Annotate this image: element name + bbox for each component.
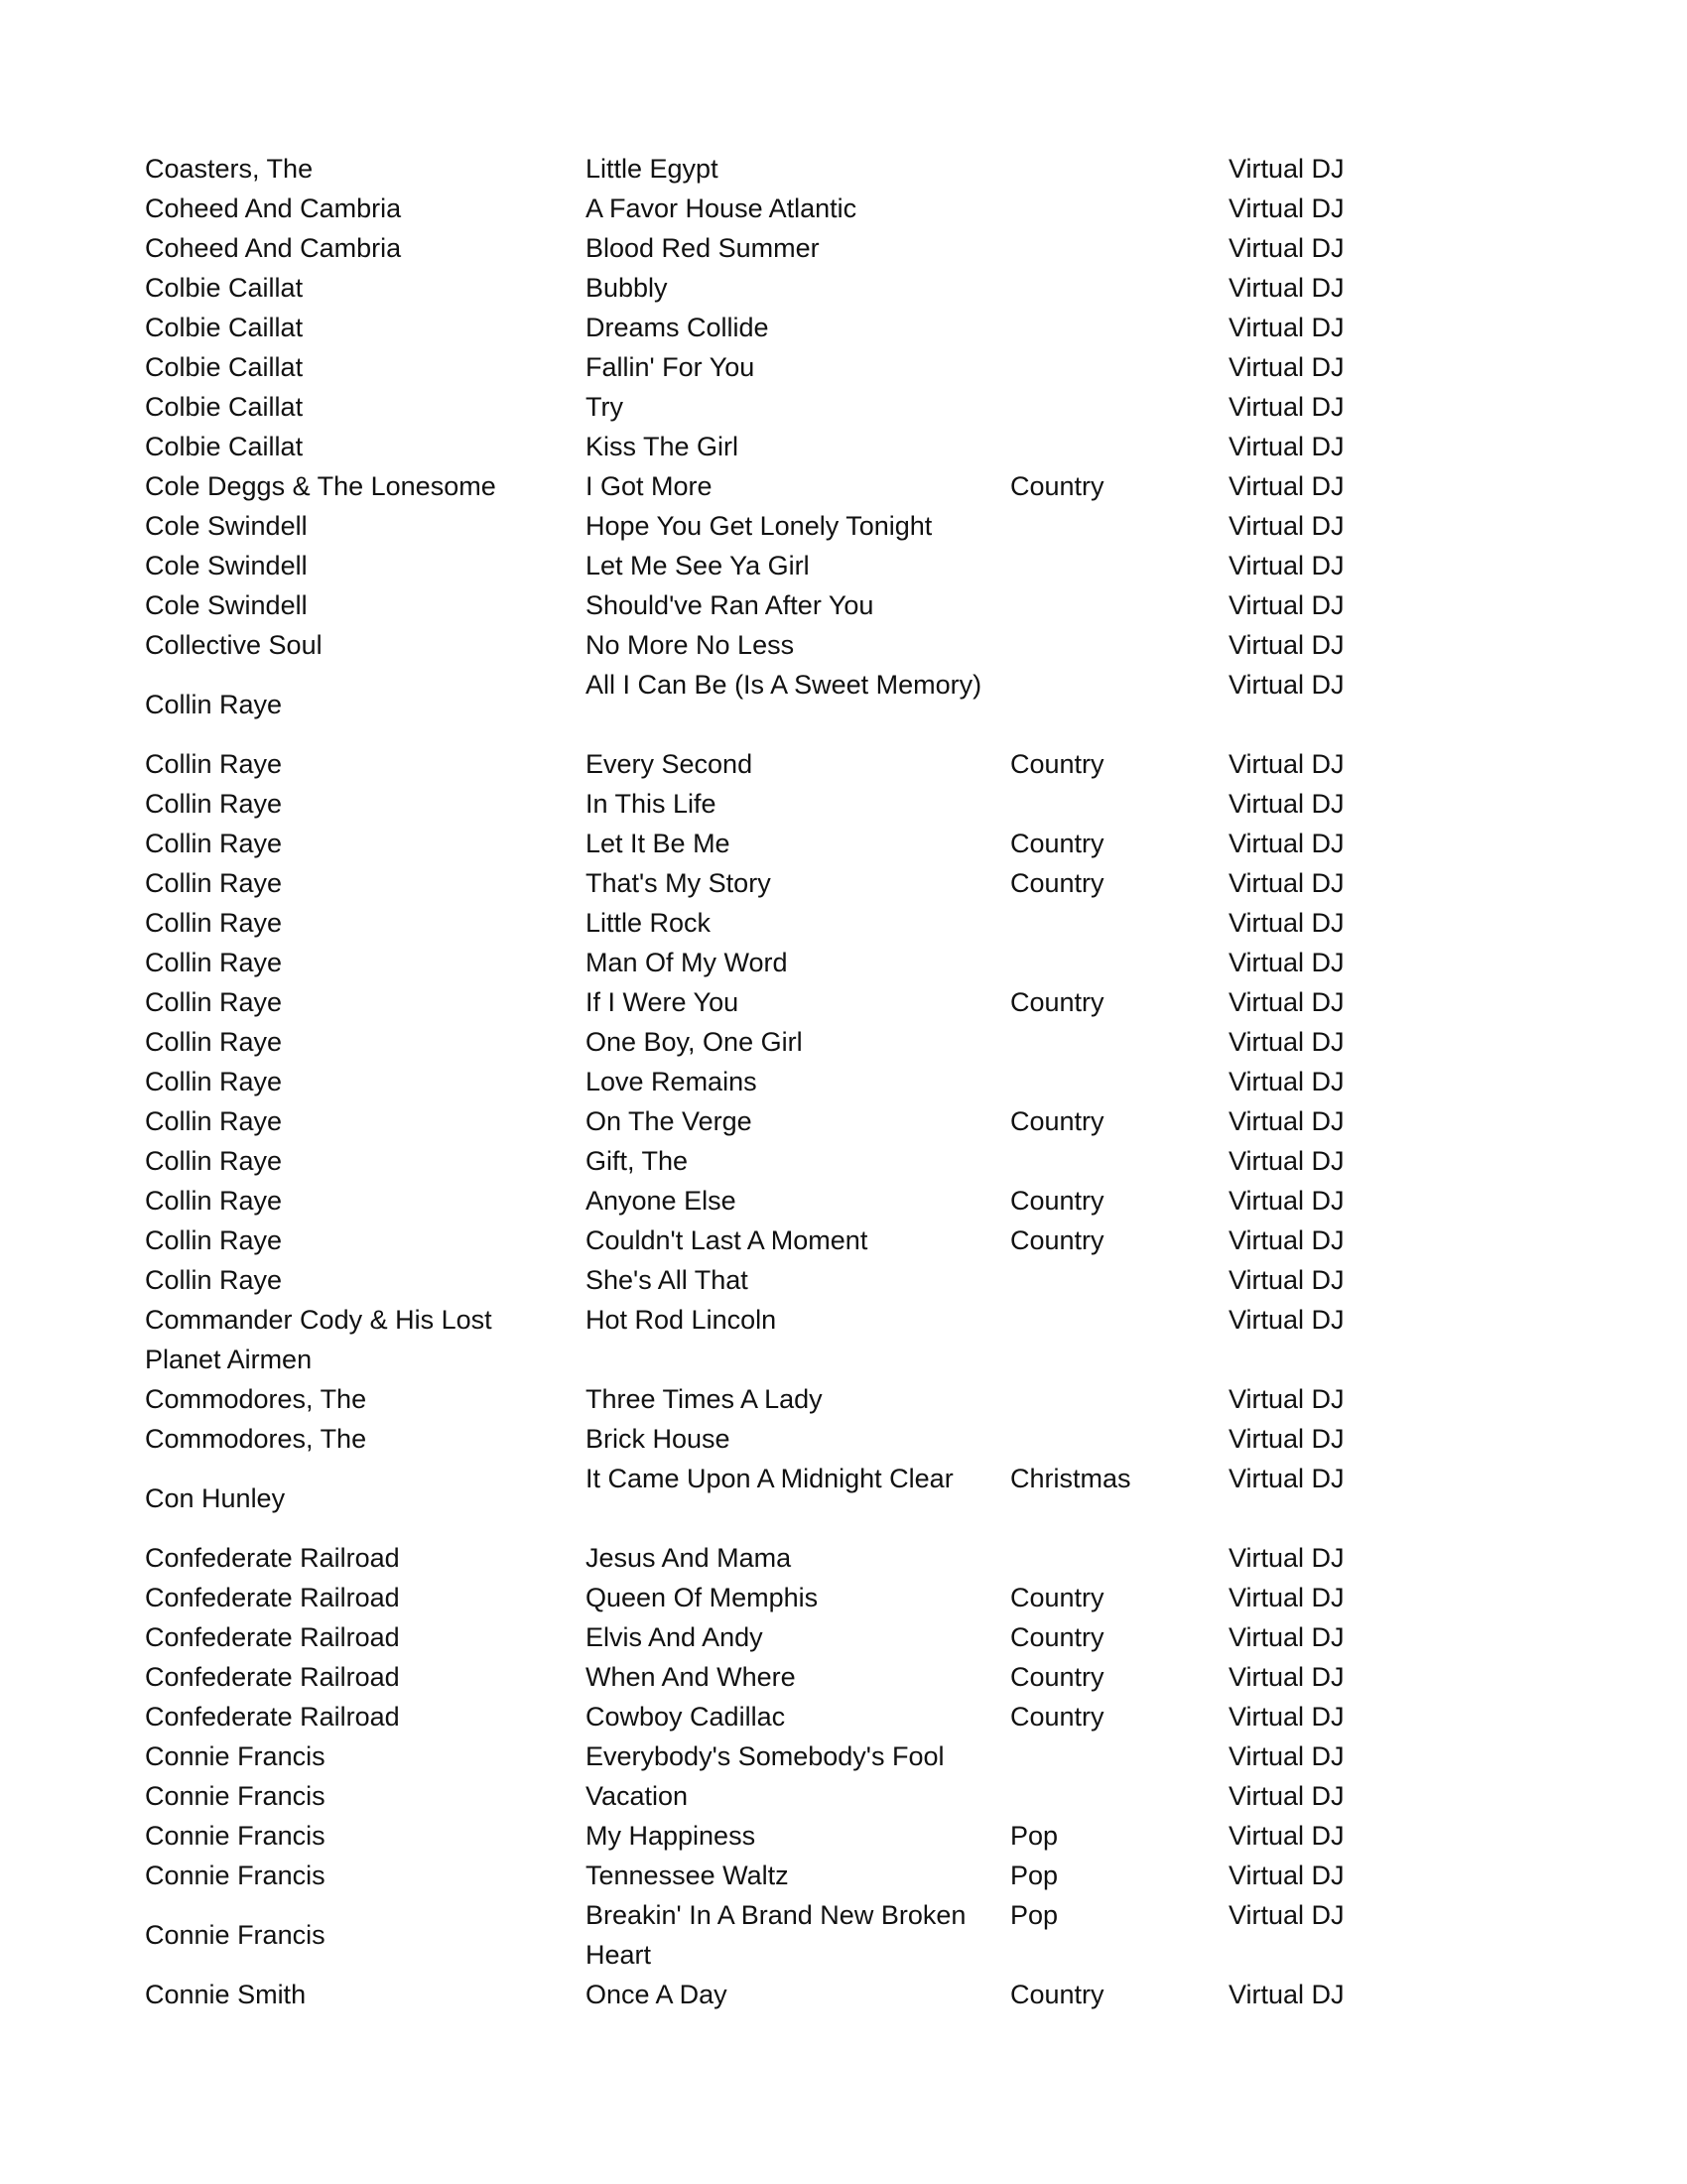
table-row: [0, 347, 1687, 387]
artist-cell: Cole Swindell: [145, 551, 308, 580]
source-cell: Virtual DJ: [1229, 590, 1345, 620]
source-cell: Virtual DJ: [1229, 154, 1345, 184]
title-cell: My Happiness: [585, 1821, 756, 1851]
artist-cell: Colbie Caillat: [145, 273, 304, 303]
source-cell: Virtual DJ: [1229, 1861, 1345, 1890]
source-cell: Virtual DJ: [1229, 789, 1345, 819]
title-cell: Couldn't Last A Moment: [585, 1225, 868, 1255]
source-cell: Virtual DJ: [1229, 670, 1345, 700]
artist-cell: Colbie Caillat: [145, 313, 304, 342]
table-row: [0, 1379, 1687, 1419]
artist-cell: Collin Raye: [145, 749, 283, 779]
title-cell: On The Verge: [585, 1106, 752, 1136]
table-row: [0, 1697, 1687, 1736]
table-row: [0, 824, 1687, 863]
table-row: [0, 1816, 1687, 1856]
artist-cell: Connie Francis: [145, 1781, 325, 1811]
source-cell: Virtual DJ: [1229, 1622, 1345, 1652]
title-cell: Gift, The: [585, 1146, 689, 1176]
table-row: [0, 863, 1687, 903]
artist-cell: Confederate Railroad: [145, 1702, 400, 1732]
table-row: [0, 982, 1687, 1022]
table-row: [0, 268, 1687, 308]
source-cell: Virtual DJ: [1229, 1702, 1345, 1732]
title-cell: When And Where: [585, 1662, 796, 1692]
source-cell: Virtual DJ: [1229, 1821, 1345, 1851]
source-cell: Virtual DJ: [1229, 908, 1345, 938]
artist-cell: Colbie Caillat: [145, 392, 304, 422]
artist-cell: Connie Francis: [145, 1741, 325, 1771]
title-cell: Everybody's Somebody's Fool: [585, 1741, 945, 1771]
source-cell: Virtual DJ: [1229, 1741, 1345, 1771]
title-cell: I Got More: [585, 471, 713, 501]
table-row: [0, 1062, 1687, 1101]
artist-cell: Collective Soul: [145, 630, 323, 660]
genre-cell: Country: [1010, 471, 1104, 501]
source-cell: Virtual DJ: [1229, 948, 1345, 977]
source-cell: Virtual DJ: [1229, 1225, 1345, 1255]
genre-cell: Pop: [1010, 1821, 1059, 1851]
title-cell: Bubbly: [585, 273, 668, 303]
title-cell: Blood Red Summer: [585, 233, 820, 263]
title-cell: She's All That: [585, 1265, 748, 1295]
title-cell: Elvis And Andy: [585, 1622, 763, 1652]
table-row: [0, 228, 1687, 268]
title-cell: A Favor House Atlantic: [585, 193, 857, 223]
table-row: [0, 943, 1687, 982]
artist-cell: Collin Raye: [145, 908, 283, 938]
artist-cell: Commodores, The: [145, 1424, 367, 1454]
table-row: [0, 1935, 1687, 1975]
artist-cell: Connie Francis: [145, 1821, 325, 1851]
title-cell: It Came Upon A Midnight Clear: [585, 1464, 954, 1493]
genre-cell: Country: [1010, 1622, 1104, 1652]
table-row: [0, 784, 1687, 824]
artist-cell: Coasters, The: [145, 154, 314, 184]
genre-cell: Christmas: [1010, 1464, 1131, 1493]
source-cell: Virtual DJ: [1229, 1384, 1345, 1414]
table-row: [0, 466, 1687, 506]
source-cell: Virtual DJ: [1229, 1265, 1345, 1295]
title-cell: Hope You Get Lonely Tonight: [585, 511, 933, 541]
genre-cell: Country: [1010, 987, 1104, 1017]
title-cell: Tennessee Waltz: [585, 1861, 789, 1890]
artist-cell: Connie Francis: [145, 1920, 325, 1950]
genre-cell: Country: [1010, 749, 1104, 779]
title-cell: Man Of My Word: [585, 948, 788, 977]
title-cell: Hot Rod Lincoln: [585, 1305, 777, 1335]
title-cell: That's My Story: [585, 868, 771, 898]
table-row: [0, 506, 1687, 546]
table-row: [0, 1617, 1687, 1657]
artist-cell: Colbie Caillat: [145, 432, 304, 461]
source-cell: Virtual DJ: [1229, 1583, 1345, 1612]
table-row: [0, 625, 1687, 665]
source-cell: Virtual DJ: [1229, 1305, 1345, 1335]
table-row: [0, 1022, 1687, 1062]
artist-cell: Cole Deggs & The Lonesome: [145, 471, 496, 501]
artist-cell: Collin Raye: [145, 1225, 283, 1255]
source-cell: Virtual DJ: [1229, 352, 1345, 382]
source-cell: Virtual DJ: [1229, 1543, 1345, 1573]
table-row: [0, 744, 1687, 784]
title-cell: Brick House: [585, 1424, 730, 1454]
table-row: [0, 308, 1687, 347]
table-row: [0, 1538, 1687, 1578]
artist-cell: Commodores, The: [145, 1384, 367, 1414]
title-cell: One Boy, One Girl: [585, 1027, 803, 1057]
table-row: [0, 546, 1687, 585]
table-row: [0, 1181, 1687, 1220]
genre-cell: Country: [1010, 1583, 1104, 1612]
title-cell: Fallin' For You: [585, 352, 755, 382]
artist-cell: Commander Cody & His Lost: [145, 1305, 492, 1335]
title-cell: Every Second: [585, 749, 753, 779]
title-cell: All I Can Be (Is A Sweet Memory): [585, 670, 982, 700]
artist-cell: Collin Raye: [145, 948, 283, 977]
source-cell: Virtual DJ: [1229, 511, 1345, 541]
artist-cell: Con Hunley: [145, 1483, 286, 1513]
table-row: [0, 685, 1687, 724]
source-cell: Virtual DJ: [1229, 432, 1345, 461]
genre-cell: Country: [1010, 868, 1104, 898]
source-cell: Virtual DJ: [1229, 630, 1345, 660]
title-cell: No More No Less: [585, 630, 795, 660]
artist-cell: Planet Airmen: [145, 1345, 313, 1374]
genre-cell: Country: [1010, 829, 1104, 858]
source-cell: Virtual DJ: [1229, 392, 1345, 422]
title-cell: Jesus And Mama: [585, 1543, 792, 1573]
table-row: [0, 1260, 1687, 1300]
table-row: [0, 1419, 1687, 1459]
source-cell: Virtual DJ: [1229, 1900, 1345, 1930]
table-row: [0, 1300, 1687, 1340]
artist-cell: Coheed And Cambria: [145, 193, 402, 223]
artist-cell: Collin Raye: [145, 1146, 283, 1176]
genre-cell: Country: [1010, 1106, 1104, 1136]
table-row: [0, 1736, 1687, 1776]
artist-cell: Collin Raye: [145, 1067, 283, 1096]
genre-cell: Country: [1010, 1702, 1104, 1732]
source-cell: Virtual DJ: [1229, 1464, 1345, 1493]
title-cell: Anyone Else: [585, 1186, 736, 1216]
source-cell: Virtual DJ: [1229, 1781, 1345, 1811]
source-cell: Virtual DJ: [1229, 1662, 1345, 1692]
genre-cell: Pop: [1010, 1861, 1059, 1890]
artist-cell: Confederate Railroad: [145, 1543, 400, 1573]
genre-cell: Country: [1010, 1980, 1104, 2009]
source-cell: Virtual DJ: [1229, 1424, 1345, 1454]
artist-cell: Collin Raye: [145, 1027, 283, 1057]
table-row: [0, 1101, 1687, 1141]
table-row: [0, 1856, 1687, 1895]
title-cell: Kiss The Girl: [585, 432, 739, 461]
source-cell: Virtual DJ: [1229, 868, 1345, 898]
source-cell: Virtual DJ: [1229, 1106, 1345, 1136]
title-cell: Vacation: [585, 1781, 689, 1811]
genre-cell: Country: [1010, 1662, 1104, 1692]
source-cell: Virtual DJ: [1229, 551, 1345, 580]
artist-cell: Confederate Railroad: [145, 1662, 400, 1692]
title-cell: Let It Be Me: [585, 829, 730, 858]
artist-cell: Collin Raye: [145, 987, 283, 1017]
title-cell: Once A Day: [585, 1980, 727, 2009]
artist-cell: Collin Raye: [145, 1106, 283, 1136]
artist-cell: Cole Swindell: [145, 590, 308, 620]
artist-cell: Collin Raye: [145, 868, 283, 898]
source-cell: Virtual DJ: [1229, 313, 1345, 342]
artist-cell: Collin Raye: [145, 789, 283, 819]
table-row: [0, 1220, 1687, 1260]
source-cell: Virtual DJ: [1229, 1186, 1345, 1216]
title-cell: Heart: [585, 1940, 652, 1970]
source-cell: Virtual DJ: [1229, 1067, 1345, 1096]
source-cell: Virtual DJ: [1229, 233, 1345, 263]
title-cell: Cowboy Cadillac: [585, 1702, 786, 1732]
table-row: [0, 1340, 1687, 1379]
table-row: [0, 1141, 1687, 1181]
genre-cell: Country: [1010, 1225, 1104, 1255]
artist-cell: Connie Smith: [145, 1980, 307, 2009]
source-cell: Virtual DJ: [1229, 471, 1345, 501]
source-cell: Virtual DJ: [1229, 193, 1345, 223]
source-cell: Virtual DJ: [1229, 1027, 1345, 1057]
artist-cell: Collin Raye: [145, 829, 283, 858]
table-row: [0, 387, 1687, 427]
title-cell: In This Life: [585, 789, 716, 819]
title-cell: Breakin' In A Brand New Broken: [585, 1900, 967, 1930]
table-row: [0, 189, 1687, 228]
table-row: [0, 585, 1687, 625]
title-cell: Three Times A Lady: [585, 1384, 823, 1414]
table-row: [0, 1578, 1687, 1617]
title-cell: Let Me See Ya Girl: [585, 551, 810, 580]
artist-cell: Connie Francis: [145, 1861, 325, 1890]
title-cell: Try: [585, 392, 623, 422]
title-cell: Little Rock: [585, 908, 712, 938]
title-cell: Should've Ran After You: [585, 590, 874, 620]
table-row: [0, 1975, 1687, 2014]
title-cell: Dreams Collide: [585, 313, 769, 342]
genre-cell: Country: [1010, 1186, 1104, 1216]
source-cell: Virtual DJ: [1229, 829, 1345, 858]
artist-cell: Collin Raye: [145, 1186, 283, 1216]
title-cell: Love Remains: [585, 1067, 757, 1096]
genre-cell: Pop: [1010, 1900, 1059, 1930]
artist-cell: Collin Raye: [145, 1265, 283, 1295]
artist-cell: Collin Raye: [145, 690, 283, 719]
table-row: [0, 903, 1687, 943]
artist-cell: Coheed And Cambria: [145, 233, 402, 263]
artist-cell: Confederate Railroad: [145, 1583, 400, 1612]
title-cell: Little Egypt: [585, 154, 718, 184]
artist-cell: Confederate Railroad: [145, 1622, 400, 1652]
table-row: [0, 1478, 1687, 1518]
table-row: [0, 427, 1687, 466]
artist-cell: Colbie Caillat: [145, 352, 304, 382]
source-cell: Virtual DJ: [1229, 1980, 1345, 2009]
table-row: [0, 149, 1687, 189]
table-row: [0, 1657, 1687, 1697]
source-cell: Virtual DJ: [1229, 749, 1345, 779]
title-cell: Queen Of Memphis: [585, 1583, 819, 1612]
artist-cell: Cole Swindell: [145, 511, 308, 541]
table-row: [0, 1776, 1687, 1816]
source-cell: Virtual DJ: [1229, 273, 1345, 303]
source-cell: Virtual DJ: [1229, 987, 1345, 1017]
source-cell: Virtual DJ: [1229, 1146, 1345, 1176]
title-cell: If I Were You: [585, 987, 739, 1017]
